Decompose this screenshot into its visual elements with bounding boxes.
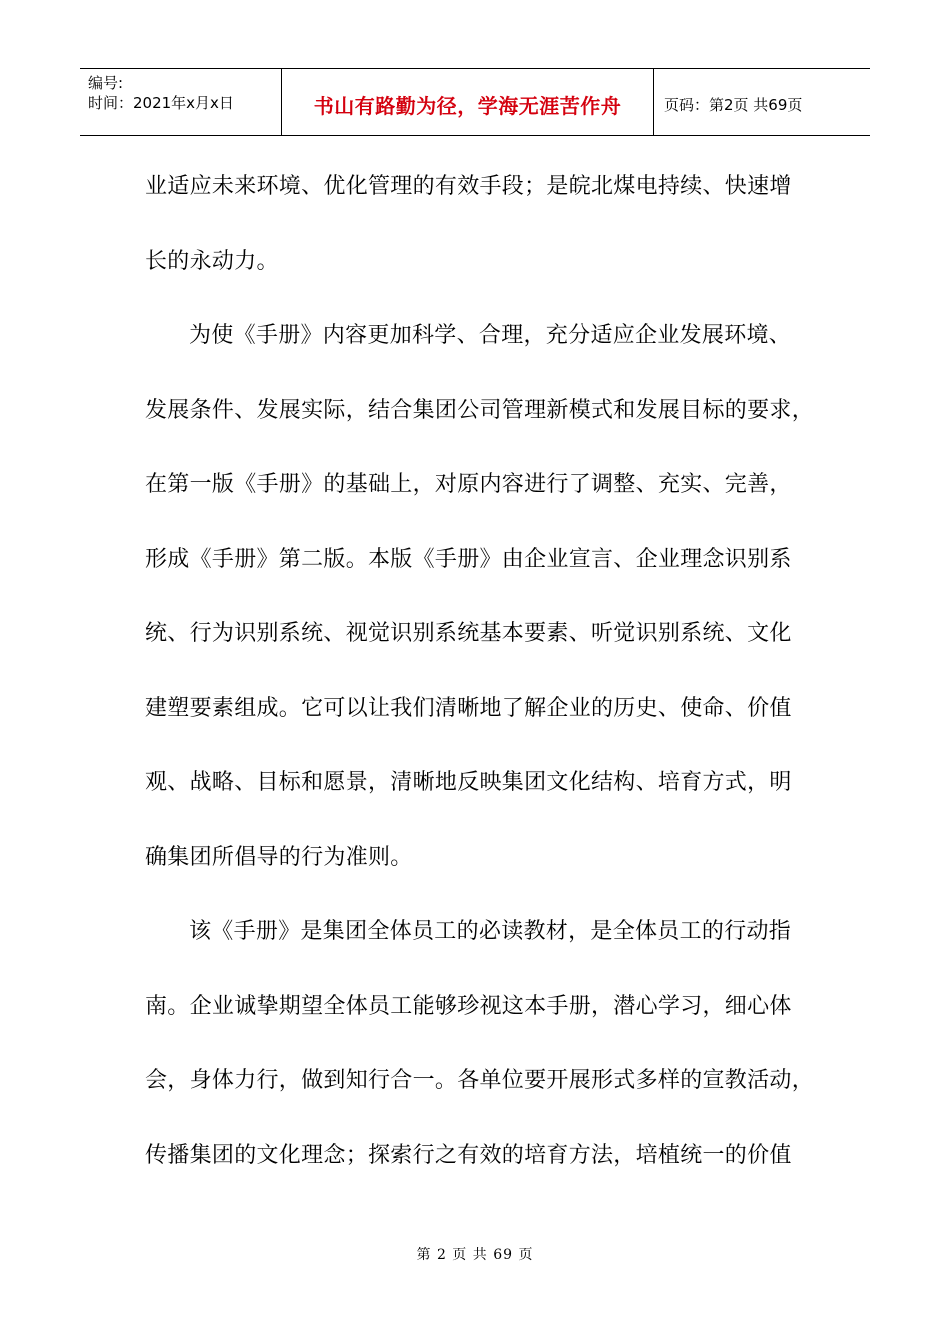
page-footer: 第 2 页 共 69 页 (416, 1247, 534, 1263)
text-line: 业适应未来环境、优化管理的有效手段；是皖北煤电持续、快速增 (145, 174, 792, 199)
text-line: 南。企业诚挚期望全体员工能够珍视这本手册，潜心学习，细心体 (145, 993, 792, 1019)
text-line: 发展条件、发展实际，结合集团公司管理新模式和发展目标的要求， (145, 397, 815, 423)
document-body (145, 150, 815, 1193)
header-motto: 书山有路勤为径，学海无涯苦作舟 (313, 93, 622, 118)
serial-label: 编号: (88, 74, 124, 92)
text-line: 在第一版《手册》的基础上，对原内容进行了调整、充实、完善， (145, 472, 792, 497)
header-motto-cell (282, 69, 654, 135)
page-header (80, 68, 870, 136)
text-line: 统、行为识别系统、视觉识别系统基本要素、听觉识别系统、文化 (145, 621, 792, 646)
paragraph-start-line: 为使《手册》内容更加科学、合理，充分适应企业发展环境、 (189, 323, 792, 348)
date-label: 时间：2021年x月x日 (88, 94, 234, 112)
text-line: 形成《手册》第二版。本版《手册》由企业宣言、企业理念识别系 (145, 546, 792, 572)
header-page-cell (654, 69, 870, 135)
text-line: 长的永动力。 (145, 248, 279, 274)
text-line: 建塑要素组成。它可以让我们清晰地了解企业的历史、使命、价值 (145, 695, 792, 721)
text-line: 观、战略、目标和愿景，清晰地反映集团文化结构、培育方式，明 (145, 770, 792, 795)
text-line: 确集团所倡导的行为准则。 (145, 844, 413, 870)
header-meta (80, 69, 282, 135)
text-line: 会，身体力行，做到知行合一。各单位要开展形式多样的宣教活动， (145, 1068, 815, 1093)
text-line: 传播集团的文化理念；探索行之有效的培育方法，培植统一的价值 (145, 1142, 792, 1168)
header-page-number: 页码：第2页 共69页 (664, 95, 803, 114)
paragraph-start-line: 该《手册》是集团全体员工的必读教材，是全体员工的行动指 (189, 919, 792, 944)
